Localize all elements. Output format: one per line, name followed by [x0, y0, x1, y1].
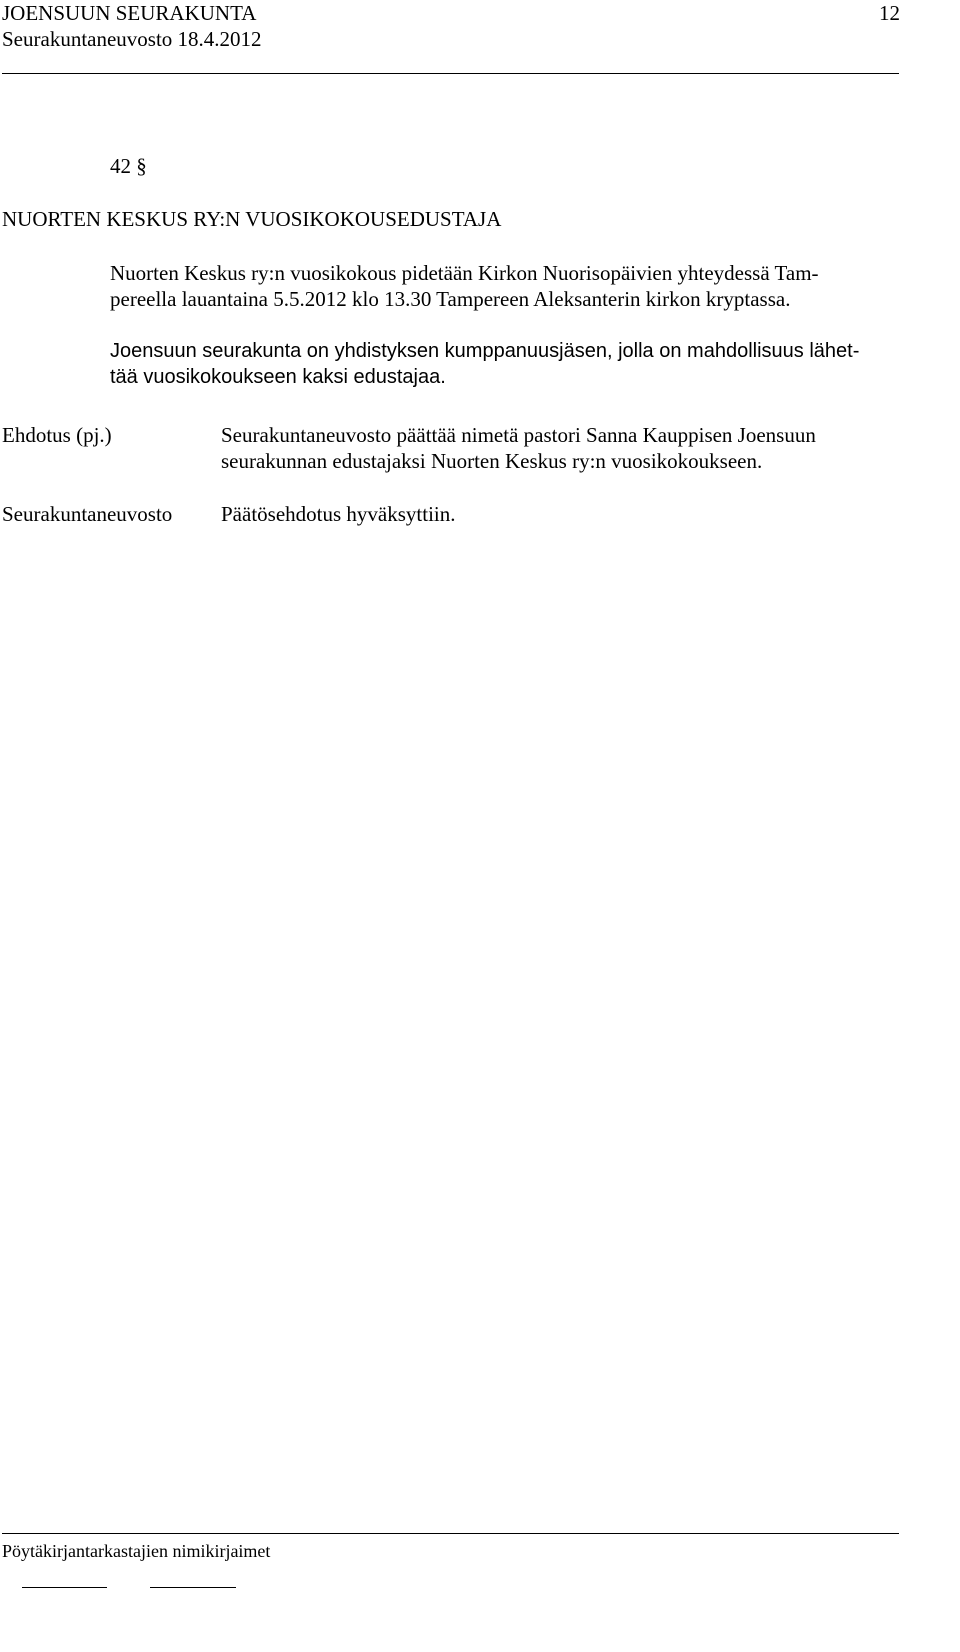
paragraph1-line1: Nuorten Keskus ry:n vuosikokous pidetään Kirkon Nuorisopäivien yhteydessä Tam-: [110, 261, 819, 285]
paragraph2-line1: Joensuun seurakunta on yhdistyksen kumppanuusjäsen, jolla on mahdollisuus lähet-: [110, 340, 860, 362]
header-parish: JOENSUUN SEURAKUNTA: [2, 1, 257, 25]
signature-line-1: [22, 1587, 107, 1588]
proposal-text-line1: Seurakuntaneuvosto päättää nimetä pastori Sanna Kauppisen Joensuun: [221, 423, 816, 447]
header-divider: [2, 73, 899, 74]
section-title: NUORTEN KESKUS RY:N VUOSIKOKOUSEDUSTAJA: [2, 207, 502, 231]
footer-divider: [2, 1533, 899, 1534]
signature-line-2: [150, 1587, 236, 1588]
header-meeting: Seurakuntaneuvosto 18.4.2012: [2, 27, 262, 51]
footer-label: Pöytäkirjantarkastajien nimikirjaimet: [2, 1541, 271, 1561]
paragraph2-line2: tää vuosikokoukseen kaksi edustajaa.: [110, 366, 446, 388]
decision-text: Päätösehdotus hyväksyttiin.: [221, 502, 456, 526]
proposal-text-line2: seurakunnan edustajaksi Nuorten Keskus ry:n vuosikokoukseen.: [221, 449, 763, 473]
section-number: 42 §: [110, 154, 147, 178]
paragraph1-line2: pereella lauantaina 5.5.2012 klo 13.30 Tampereen Aleksanterin kirkon kryptassa.: [110, 287, 791, 311]
decision-label: Seurakuntaneuvosto: [2, 502, 173, 526]
page-number: 12: [879, 1, 900, 25]
proposal-label: Ehdotus (pj.): [2, 423, 112, 447]
